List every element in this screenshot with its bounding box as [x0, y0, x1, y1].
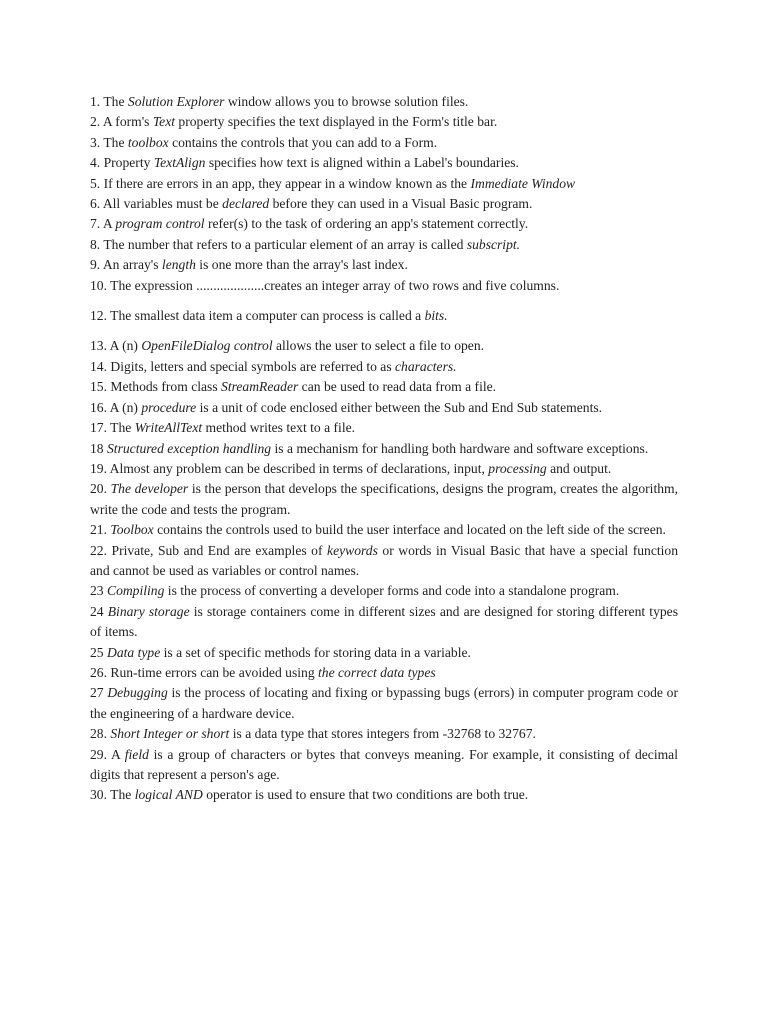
list-item [90, 174, 678, 194]
italic-term: TextAlign [153, 155, 206, 171]
italic-term: Data type [107, 644, 161, 660]
text-run: 3. The [90, 134, 128, 150]
text-run: 26. Run-time errors can be avoided using [90, 664, 319, 680]
text-run: 4. Property [90, 155, 154, 171]
list-item [90, 479, 678, 520]
italic-term: Debugging [107, 685, 168, 701]
text-run: 21. [90, 522, 111, 538]
text-run: is a group of characters or bytes that conveys meaning. For example, it consisting of decimal digits that represent a person's age. [90, 746, 678, 782]
text-run: is the process of converting a developer forms and code into a standalone program. [164, 583, 620, 599]
italic-term: characters. [395, 358, 457, 374]
text-run: is the person that develops the specifications, designs the program, creates the algorithm, write the code and tests the program. [90, 481, 678, 517]
list-item [90, 602, 678, 643]
italic-term: OpenFileDialog control [141, 338, 273, 354]
list-item [90, 541, 678, 582]
list-item [90, 133, 678, 153]
text-run: method writes text to a file. [202, 420, 356, 436]
list-item [90, 92, 678, 112]
text-run: 8. The number that refers to a particular element of an array is called [90, 236, 467, 252]
italic-term: toolbox [127, 134, 169, 150]
document-page [90, 92, 678, 806]
text-run: 19. Almost any problem can be described in terms of declarations, input, [90, 460, 489, 476]
text-run: 12. The smallest data item a computer can process is called a [90, 308, 425, 324]
text-run: and output. [546, 460, 612, 476]
text-run: 5. If there are errors in an app, they appear in a window known as the [90, 175, 471, 191]
italic-term: keywords [327, 542, 378, 558]
list-item [90, 439, 678, 459]
text-run: 28. [90, 726, 111, 742]
italic-term: processing [488, 460, 547, 476]
list-item [90, 581, 678, 601]
list-item [90, 194, 678, 214]
text-run: 20. [90, 481, 111, 497]
list-item [90, 153, 678, 173]
italic-term: logical AND [134, 787, 203, 803]
text-run: is one more than the array's last index. [195, 257, 408, 273]
italic-term: program control [115, 216, 205, 232]
italic-term: declared [222, 196, 270, 212]
list-item [90, 683, 678, 724]
list-item [90, 112, 678, 132]
text-run: 9. An array's [90, 257, 162, 273]
list-item [90, 235, 678, 255]
text-run: 10. The expression ....................creates an integer array of two rows and five columns. [90, 277, 560, 293]
text-run: 25 [90, 644, 107, 660]
text-run: is storage containers come in different sizes and are designed for storing different types of items. [90, 603, 678, 640]
text-run: before they can used in a Visual Basic program. [269, 196, 533, 212]
text-run: can be used to read data from a file. [298, 379, 497, 395]
italic-term: WriteAllText [134, 420, 203, 436]
italic-term: Binary storage [107, 603, 190, 619]
text-run: 16. A (n) [90, 399, 142, 415]
italic-term: field [124, 746, 149, 762]
italic-term: Solution Explorer [127, 94, 225, 109]
text-run: specifies how text is aligned within a Label's boundaries. [205, 155, 519, 171]
text-run: is a set of specific methods for storing data in a variable. [160, 644, 471, 660]
list-item [90, 785, 678, 805]
italic-term: StreamReader [221, 379, 299, 395]
text-run: 1. The [90, 94, 128, 109]
italic-term: Text [152, 114, 176, 130]
text-run: is a mechanism for handling both hardware and software exceptions. [271, 440, 649, 456]
list-item [90, 255, 678, 275]
list-item [90, 398, 678, 418]
text-run: 30. The [90, 787, 135, 803]
italic-term: the correct data types [318, 664, 436, 680]
italic-term: The developer [110, 481, 189, 497]
list-item [90, 520, 678, 540]
list-item [90, 459, 678, 479]
list-item [90, 745, 678, 786]
list-item [90, 724, 678, 744]
text-run: 2. A form's [90, 114, 153, 130]
italic-term: Short Integer or short [110, 726, 230, 742]
text-run: 13. A (n) [90, 338, 142, 354]
text-run: allows the user to select a file to open. [272, 338, 485, 354]
text-run: 17. The [90, 420, 135, 436]
italic-term: bits. [424, 308, 448, 324]
text-run: operator is used to ensure that two conditions are both true. [202, 787, 529, 803]
list-item [90, 643, 678, 663]
text-run: window allows you to browse solution files. [224, 94, 469, 109]
text-run: 7. A [90, 216, 116, 232]
text-run: 29. A [90, 746, 125, 762]
list-item [90, 663, 678, 683]
list-item [90, 357, 678, 377]
text-run: is a data type that stores integers from -32768 to 32767. [229, 726, 536, 742]
text-run: 27 [90, 685, 108, 701]
italic-term: Toolbox [110, 522, 154, 538]
text-run: 22. Private, Sub and End are examples of [90, 542, 328, 558]
text-run: contains the controls that you can add to a Form. [168, 134, 438, 150]
text-run: 18 [90, 440, 107, 456]
text-run: is the process of locating and fixing or bypassing bugs (errors) in computer program code or the engineering of a hardware device. [90, 685, 679, 721]
text-run: is a unit of code enclosed either between the Sub and End Sub statements. [196, 399, 603, 415]
list-item [90, 336, 678, 356]
text-run: or words in Visual Basic that have a special function and cannot be used as variables or control names. [90, 542, 678, 578]
text-run: contains the controls used to build the user interface and located on the left side of the screen. [153, 522, 666, 538]
text-run: 23 [90, 583, 107, 599]
text-run: 24 [90, 603, 108, 619]
list-item [90, 214, 678, 234]
italic-term: length [161, 257, 196, 273]
italic-term: Immediate Window [470, 175, 576, 191]
text-run: 6. All variables must be [90, 196, 223, 212]
list-item [90, 377, 678, 397]
list-item [90, 306, 678, 326]
italic-term: Structured exception handling [107, 440, 272, 456]
text-run: refer(s) to the task of ordering an app's statement correctly. [204, 216, 529, 232]
list-item [90, 276, 678, 296]
list-item [90, 418, 678, 438]
text-run: property specifies the text displayed in the Form's title bar. [175, 114, 498, 130]
text-run: 15. Methods from class [90, 379, 222, 395]
italic-term: Compiling [107, 583, 165, 599]
text-run: 14. Digits, letters and special symbols are referred to as [90, 358, 396, 374]
italic-term: subscript. [466, 236, 521, 252]
italic-term: procedure [141, 399, 197, 415]
